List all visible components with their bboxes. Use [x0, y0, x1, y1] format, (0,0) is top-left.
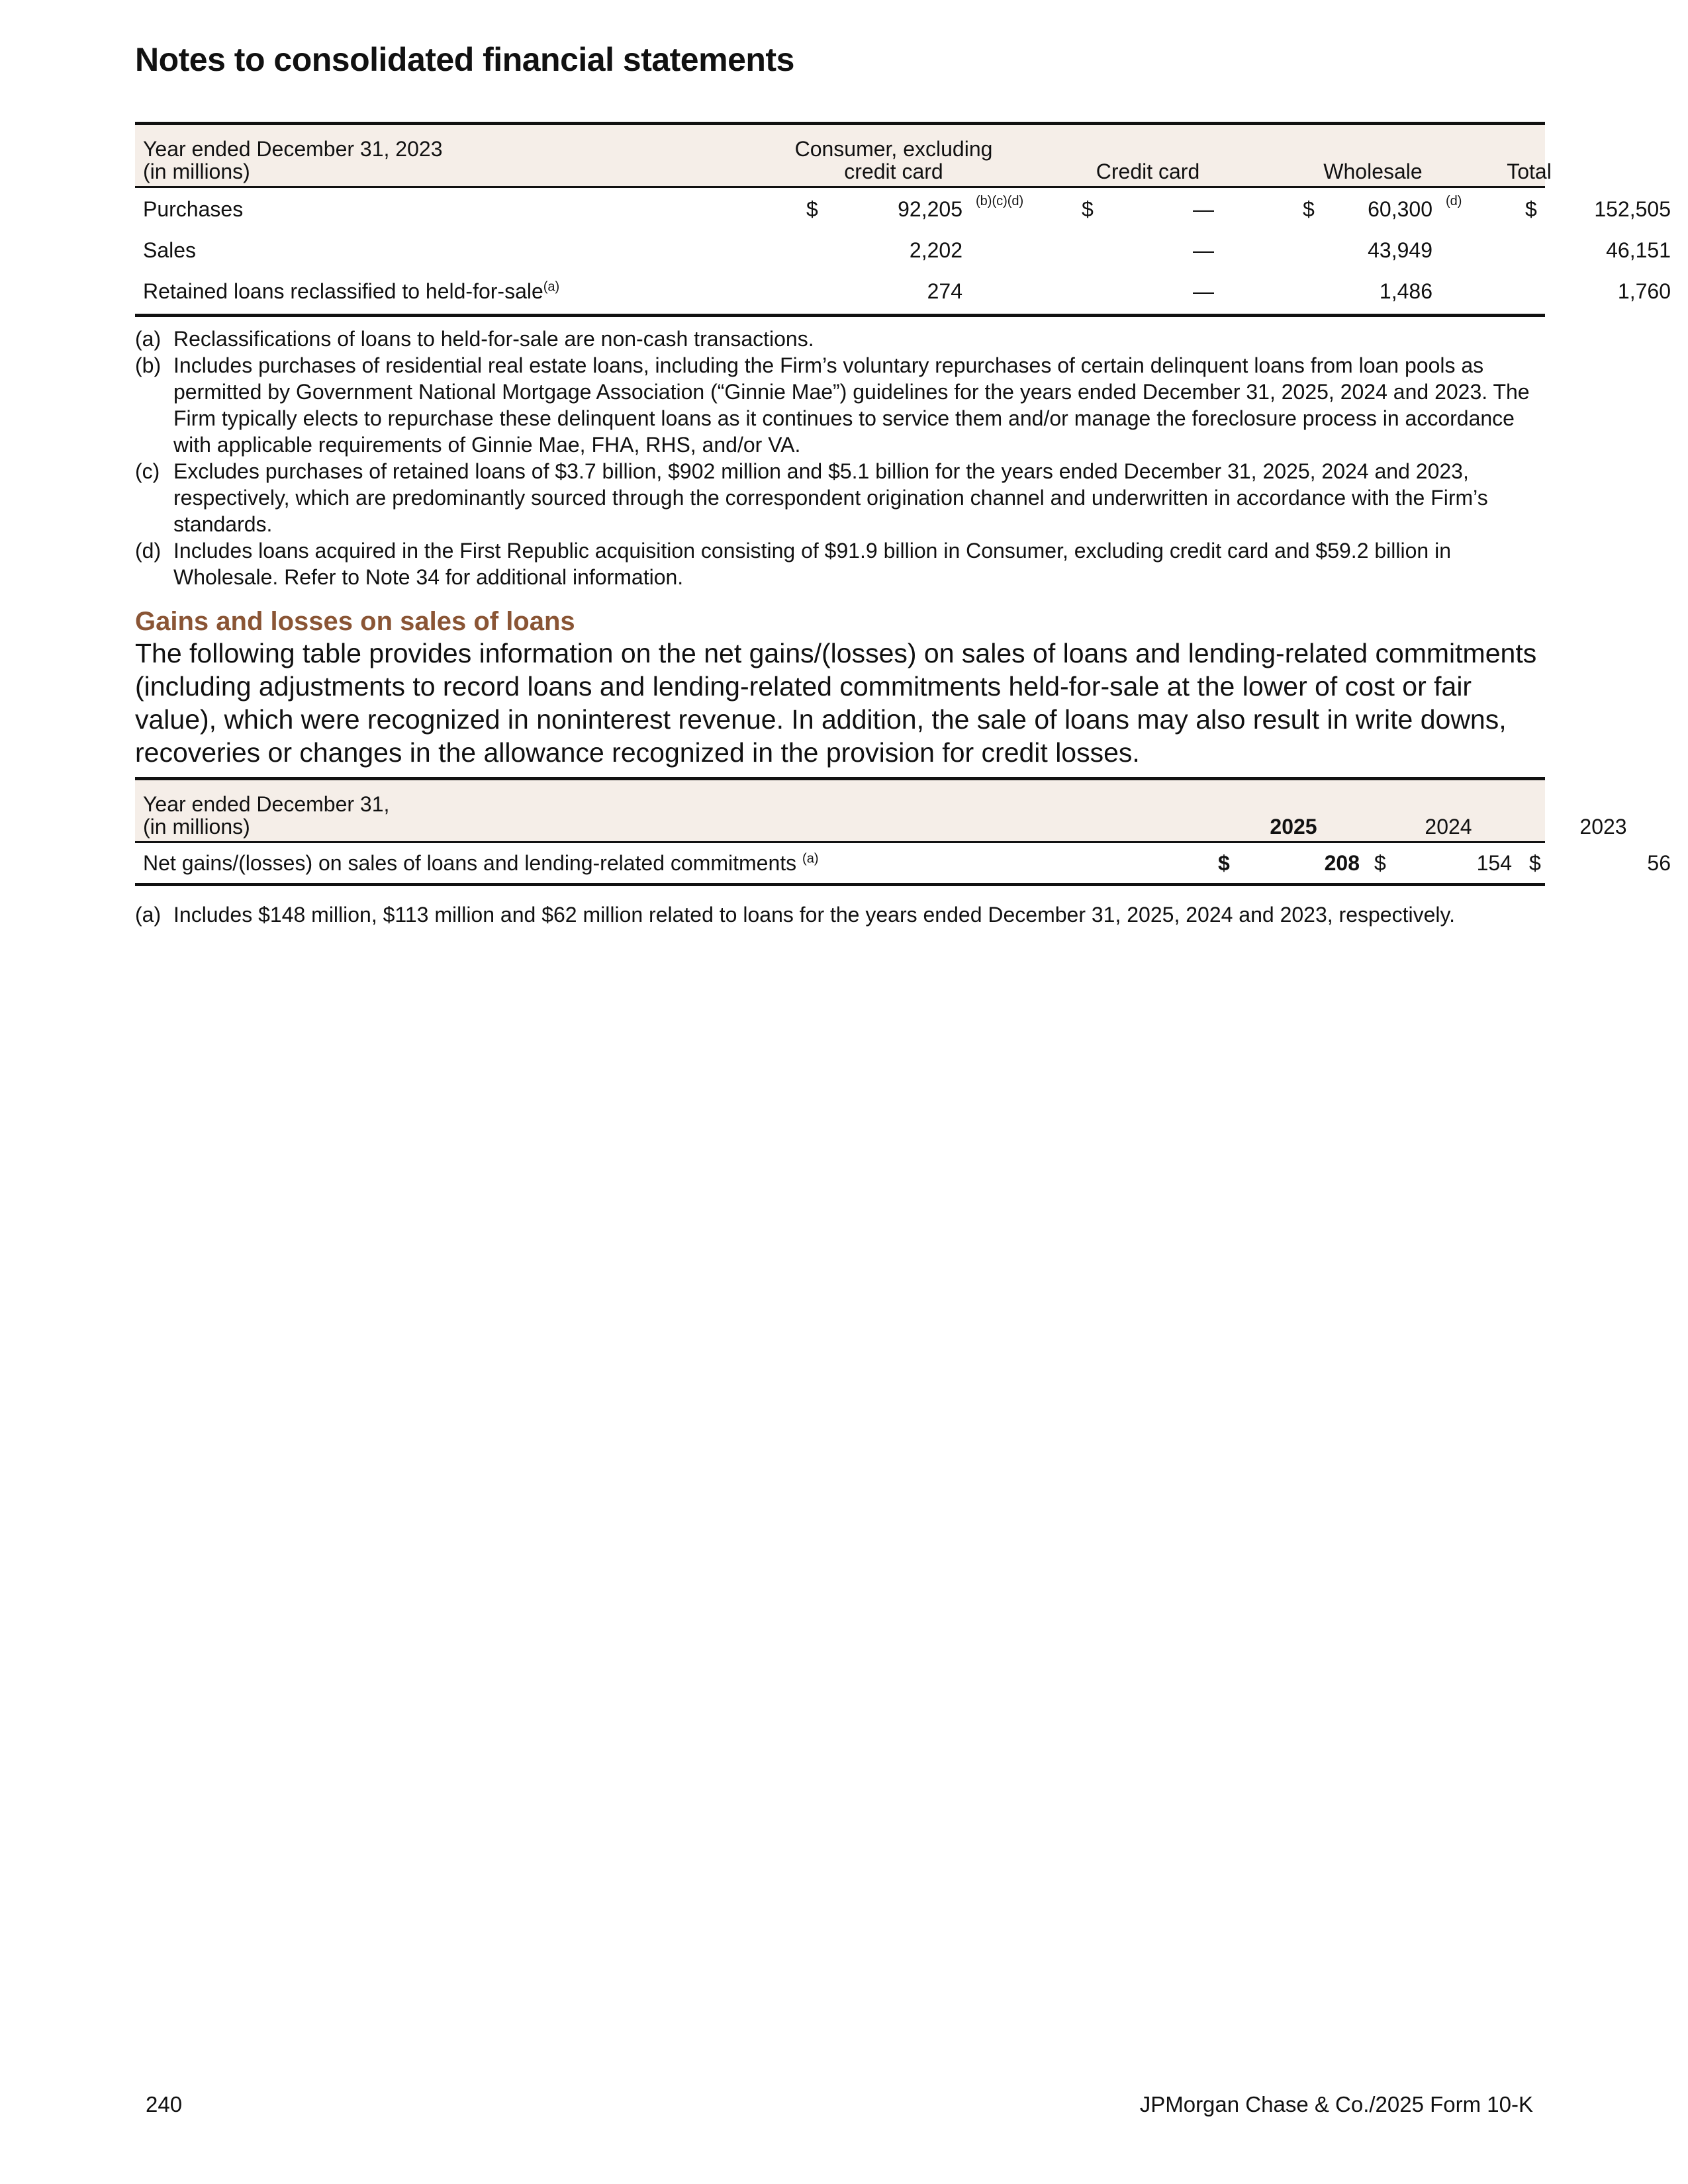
cell-consumer-sup: (b)(c)(d) — [976, 194, 1024, 208]
currency-symbol: $ — [806, 197, 818, 221]
document-name: JPMorgan Chase & Co./2025 Form 10-K — [1139, 2092, 1533, 2116]
table-row — [135, 843, 1671, 886]
value-2024: 154 — [1476, 851, 1512, 875]
cell-wholesale: 1,486 — [1379, 279, 1432, 303]
cell-total: 46,151 — [1606, 238, 1671, 262]
footnote-text: Includes $148 million, $113 million and $62 million related to loans for the years ended December 31, 2025, 2024 and 2023, respectively. — [173, 903, 1456, 927]
header-units: (in millions) — [143, 815, 250, 839]
row-label-footnote-ref: (a) — [543, 279, 560, 295]
table-row — [135, 188, 1671, 229]
footnote-label: (a) — [135, 327, 162, 351]
currency-symbol: $ — [1303, 197, 1315, 221]
currency-symbol: $ — [1525, 197, 1537, 221]
loan-activity-table — [135, 122, 1671, 317]
page-number: 240 — [146, 2092, 183, 2116]
cell-credit-card: — — [1193, 279, 1214, 303]
footnote — [135, 537, 1545, 590]
currency-symbol: $ — [1529, 851, 1541, 875]
col-header-wholesale: Wholesale — [1323, 159, 1423, 183]
currency-symbol: $ — [1082, 197, 1094, 221]
cell-consumer: 92,205 — [898, 197, 962, 221]
currency-symbol: $ — [1218, 851, 1230, 875]
header-units: (in millions) — [143, 159, 250, 183]
footnote-label: (b) — [135, 353, 162, 377]
header-period: Year ended December 31, 2023 — [143, 137, 443, 161]
col-header-year-prior2: 2023 — [1579, 815, 1627, 839]
cell-consumer: 274 — [927, 279, 962, 303]
table-header — [135, 122, 1552, 188]
footnote-label: (c) — [135, 459, 160, 483]
section-title: Gains and losses on sales of loans — [135, 607, 575, 636]
cell-credit-card: — — [1193, 238, 1214, 262]
cell-wholesale: 60,300 — [1368, 197, 1432, 221]
footnote — [135, 352, 1545, 458]
col-header-total: Total — [1507, 159, 1552, 183]
footnote — [135, 901, 1545, 928]
row-label: Purchases — [143, 197, 244, 221]
col-header-year-prior: 2024 — [1425, 815, 1472, 839]
row-label-footnote-ref: (a) — [802, 851, 819, 866]
table-row — [135, 270, 1671, 311]
table1-footnotes — [135, 326, 1545, 590]
footnote-text: Includes loans acquired in the First Republic acquisition consisting of $91.9 billion in Consumer, excluding credit card and $59.2 billion in Wholesale. Refer to Note 34 for additional information. — [173, 539, 1451, 589]
table2-footnotes — [135, 901, 1545, 928]
footnote-text: Reclassifications of loans to held-for-sale are non-cash transactions. — [173, 327, 814, 351]
footnote — [135, 326, 1545, 352]
col-header-credit-card: Credit card — [1096, 159, 1200, 183]
footnote-text: Excludes purchases of retained loans of $3.7 billion, $902 million and $5.1 billion for the years ended December 31, 2025, 2024 and 2023, respectively, which are predominantly sourced through the correspondent origination channel and underwritten in accordance with the Firm’s standards. — [173, 459, 1488, 536]
table-header — [135, 777, 1627, 843]
footnote-label: (d) — [135, 539, 162, 563]
footnote-text: Includes purchases of residential real estate loans, including the Firm’s voluntary repurchases of certain delinquent loans from loan pools as permitted by Government National Mortgage Association (“Ginnie Mae”) guidelines for the years ended December 31, 2025, 2024 and 2023. The Firm typically elects to repurchase these delinquent loans as it continues to service them and/or manage the foreclosure process in accordance with applicable requirements of Ginnie Mae, FHA, RHS, and/or VA. — [173, 353, 1530, 457]
gains-losses-table — [135, 777, 1671, 886]
table-row — [135, 229, 1671, 270]
cell-wholesale: 43,949 — [1368, 238, 1432, 262]
header-period: Year ended December 31, — [143, 792, 390, 816]
footnote — [135, 458, 1545, 537]
currency-symbol: $ — [1374, 851, 1386, 875]
value-2025: 208 — [1324, 851, 1360, 875]
footnote-label: (a) — [135, 903, 162, 927]
cell-wholesale-sup: (d) — [1446, 194, 1462, 208]
value-2023: 56 — [1647, 851, 1671, 875]
row-label: Retained loans reclassified to held-for-sale$^{(a)}$ — [143, 279, 560, 303]
row-label: Sales — [143, 238, 197, 262]
cell-consumer: 2,202 — [909, 238, 962, 262]
section-intro: The following table provides information on the net gains/(losses) on sales of loans and lending-related commitments (including adjustments to record loans and lending-related commitments held-for-sale at the lower of cost or fair value), which were recognized in noninterest revenue. In addition, the sale of loans may also result in write downs, recoveries or changes in the allowance recognized in the provision for credit losses. — [135, 638, 1537, 768]
cell-credit-card: — — [1193, 197, 1214, 221]
table-body — [135, 188, 1671, 317]
col-header-consumer-line1: Consumer, excluding — [794, 137, 993, 161]
page-title: Notes to consolidated financial statements — [135, 41, 794, 78]
row-label: Net gains/(losses) on sales of loans and lending-related commitments $^{(a)}$ — [143, 851, 819, 875]
col-header-consumer-line2: credit card — [844, 159, 943, 183]
cell-total: 1,760 — [1617, 279, 1671, 303]
col-header-year-current: 2025 — [1270, 815, 1317, 839]
cell-total: 152,505 — [1594, 197, 1671, 221]
